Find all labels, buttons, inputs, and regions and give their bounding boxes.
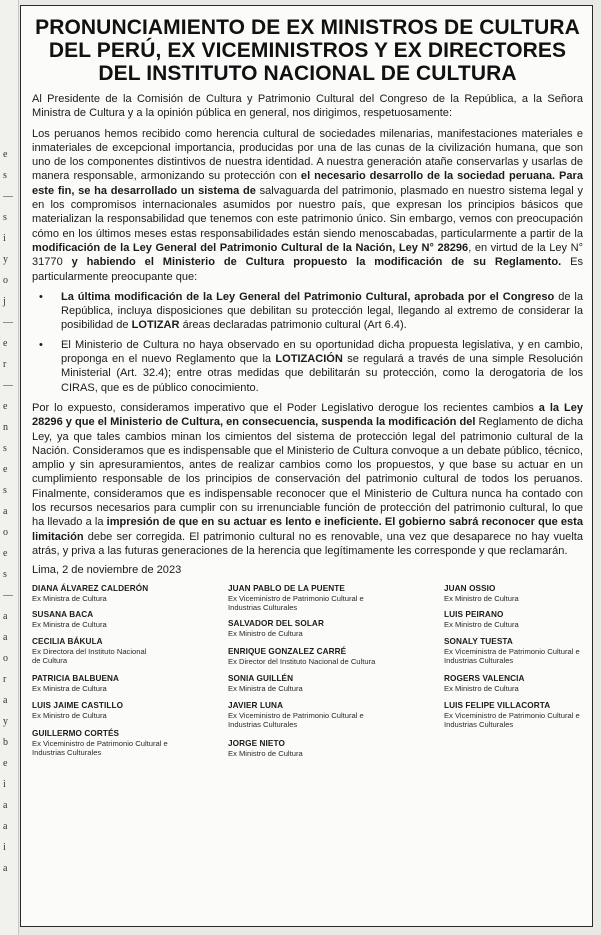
- signatory: [228, 647, 433, 666]
- signatory-role: Ex Ministro de Cultura: [228, 748, 303, 758]
- signatory: [32, 637, 152, 665]
- public-notice: [20, 5, 593, 927]
- bullet-icon: •: [39, 338, 43, 351]
- column-fragment: r: [3, 674, 7, 685]
- signatory: [444, 674, 584, 693]
- signatory-role: Ex Viceministro de Patrimonio Cultural e Industrias Culturales: [228, 710, 364, 729]
- signatory: [32, 701, 222, 720]
- signatory-name: SONALY TUESTA: [444, 637, 513, 647]
- signatory: [444, 584, 584, 603]
- column-fragment: j: [3, 296, 6, 307]
- bold-run: modificación de la Ley General del Patrimonio Cultural de la Nación, Ley N° 28296: [32, 241, 469, 254]
- text-run: se regulará a través de una simple Resolución Ministerial (Art. 32.4); entre otras medidas que debilitarán su protección, como la derogatoria de los CIRAS, que es de público conocimiento.: [61, 353, 584, 394]
- column-fragment: a: [3, 632, 8, 643]
- concerns-list: [32, 290, 583, 395]
- signatory-name: LUIS JAIME CASTILLO: [32, 701, 124, 711]
- signatory: [32, 729, 172, 757]
- text-run: debe ser corregida. El patrimonio cultural no es renovable, una vez que desaparece no hay vuelta atrás, y priva a las futuras generaciones de la herencia que legítimamente les corresponde y que reclamarán.: [32, 530, 583, 557]
- text-run: de la República, incluya disposiciones que debilitan su protección legal, llegando al extremo de considerar la posibilidad de: [61, 290, 583, 332]
- column-fragment: a: [3, 821, 8, 832]
- paragraph-heritage: [32, 127, 583, 284]
- column-fragment: a: [3, 611, 8, 622]
- signatory-name: CECILIA BÁKULA: [32, 637, 103, 647]
- signatory-role: Ex Ministro de Cultura: [228, 628, 303, 638]
- column-fragment: a: [3, 695, 8, 706]
- signatory-role: Ex Directora del Instituto Nacional de Cultura: [32, 646, 147, 665]
- signatory: [444, 610, 584, 629]
- column-fragment: e: [3, 338, 8, 349]
- column-fragment: e: [3, 548, 8, 559]
- signatory-name: DIANA ÁLVAREZ CALDERÓN: [32, 584, 149, 594]
- column-fragment: e: [3, 149, 8, 160]
- signatory: [228, 674, 418, 693]
- list-item: [32, 338, 583, 395]
- text-run: Por lo expuesto, consideramos imperativo que el Poder Legislativo derogue los recientes cambios: [32, 401, 539, 414]
- text-run: , en virtud de la Ley N° 31770: [32, 241, 583, 269]
- text-run: Reglamento de dicha Ley, ya que tales cambios minan los cimientos del sistema de protección legal del patrimonio cultural de la Nación. Consideramos que es indispensable que el Ministerio de Cultura convoque a un debate público, técnico, amplio y sin apresuramientos, antes de realizar cambios como los propuestos, y que base su actuar en un cumplimiento responsable de los principios de conservación del patrimonio cultural de todos los peruanos. Finalmente, consideramos que es indispensable reconocer que el Ministerio de Cultura nunca ha contado con los recursos necesarios para cumplir con su irrenunciable función de protección del patrimonio cultural, lo que ha llevado a la: [32, 416, 583, 529]
- signatories-block: [32, 584, 583, 774]
- signatory-role: Ex Ministro de Cultura: [444, 593, 519, 603]
- signatory: [228, 584, 378, 612]
- signatory-role: Ex Viceministro de Patrimonio Cultural e Industrias Culturales: [444, 710, 580, 729]
- signatory-name: LUIS FELIPE VILLACORTA: [444, 701, 551, 711]
- signatory-role: Ex Ministro de Cultura: [444, 683, 519, 693]
- column-fragment: s: [3, 170, 7, 181]
- signatory-role: Ex Ministra de Cultura: [32, 683, 107, 693]
- signatory: [228, 619, 418, 638]
- text-run: El Ministerio de Cultura no haya observado en su oportunidad dicha propuesta legislativa, y en cambio, proponga en el nuevo Reglamento que la: [61, 338, 583, 366]
- notice-title: PRONUNCIAMIENTO DE EX MINISTROS DE CULTURA DEL PERÚ, EX VICEMINISTROS Y EX DIRECTORES DEL INSTITUTO NACIONAL DE CULTURA: [35, 16, 580, 85]
- text-run: salvaguarda del patrimonio, plasmado en nuestro sistema legal y en los compromisos internacionales asumidos por nuestro país, que expresan los principios básicos que materializan la responsabilidad que tenemos con este patrimonio único. Sin embargo, vemos con preocupación cómo en los últimos meses estas responsabilidades están siendo menoscabadas, particularmente a partir de la: [32, 184, 583, 240]
- signatory-role: Ex Ministro de Cultura: [444, 619, 519, 629]
- column-fragment: o: [3, 527, 8, 538]
- column-fragment: s: [3, 569, 7, 580]
- signatory-role: Ex Viceministra de Patrimonio Cultural e Industrias Culturales: [444, 646, 580, 665]
- bold-run: La última modificación de la Ley General del Patrimonio Cultural, aprobada por el Congreso: [61, 290, 555, 303]
- signatory-role: Ex Ministra de Cultura: [32, 593, 107, 603]
- paragraph-demands: [32, 401, 583, 558]
- column-fragment: i: [3, 779, 6, 790]
- bullet-icon: •: [39, 290, 43, 303]
- column-fragment: i: [3, 233, 6, 244]
- column-fragment: a: [3, 800, 8, 811]
- column-fragment: e: [3, 758, 8, 769]
- signatory: [444, 637, 584, 665]
- column-fragment: —: [3, 317, 13, 328]
- signatory-name: SALVADOR DEL SOLAR: [228, 619, 324, 629]
- bold-run: LOTIZACIÓN: [275, 353, 343, 366]
- column-fragment: r: [3, 359, 7, 370]
- bold-run: el necesario desarrollo de la sociedad peruana. Para este fin, se ha desarrollado un sistema de: [32, 170, 583, 197]
- signatory-name: JUAN OSSIO: [444, 584, 496, 594]
- signatory-role: Ex Ministra de Cultura: [228, 683, 303, 693]
- signatory: [228, 701, 378, 729]
- text-run: Es particularmente preocupante que:: [32, 256, 583, 283]
- signatory-name: LUIS PEIRANO: [444, 610, 504, 620]
- column-fragment: n: [3, 422, 8, 433]
- signatory-name: SONIA GUILLÉN: [228, 674, 294, 684]
- text-run: áreas declaradas patrimonio cultural (Art 6.4).: [179, 319, 407, 332]
- signatory-role: Ex Viceministro de Patrimonio Cultural e Industrias Culturales: [32, 738, 168, 757]
- bold-run: y habiendo el Ministerio de Cultura propuesto la modificación de su Reglamento.: [71, 256, 562, 269]
- column-fragment: s: [3, 443, 7, 454]
- column-fragment: b: [3, 737, 8, 748]
- signatory: [32, 674, 222, 693]
- bold-run: impresión de que en su actuar es lento e ineficiente. El gobierno sabrá reconocer que esta limitación: [32, 516, 583, 543]
- column-fragment: i: [3, 842, 6, 853]
- column-fragment: o: [3, 275, 8, 286]
- signatory-name: JORGE NIETO: [228, 739, 285, 749]
- signatory-name: SUSANA BACA: [32, 610, 94, 620]
- intro-paragraph: Al Presidente de la Comisión de Cultura y Patrimonio Cultural del Congreso de la República, a la Señora Ministra de Cultura y a la opinión pública en general, nos dirigimos, respetuosamente:: [32, 93, 583, 120]
- column-fragment: e: [3, 401, 8, 412]
- bold-run: LOTIZAR: [131, 319, 180, 332]
- signatory: [32, 584, 222, 603]
- column-fragment: —: [3, 380, 13, 391]
- signatory-role: Ex Ministra de Cultura: [32, 619, 107, 629]
- column-fragment: a: [3, 863, 8, 874]
- list-item: [32, 290, 583, 333]
- column-fragment: e: [3, 464, 8, 475]
- signatory: [444, 701, 584, 729]
- signatory-name: JAVIER LUNA: [228, 701, 284, 711]
- column-fragment: s: [3, 212, 7, 223]
- signatory-name: ROGERS VALENCIA: [444, 674, 525, 684]
- signatory-role: Ex Director del Instituto Nacional de Cultura: [228, 656, 376, 666]
- signatory-role: Ex Viceministro de Patrimonio Cultural e Industrias Culturales: [228, 593, 364, 612]
- column-fragment: —: [3, 191, 13, 202]
- signatory-name: ENRIQUE GONZALEZ CARRÉ: [228, 647, 347, 657]
- column-fragment: s: [3, 485, 7, 496]
- column-fragment: —: [3, 590, 13, 601]
- column-fragment: y: [3, 254, 8, 265]
- signatory-name: PATRICIA BALBUENA: [32, 674, 120, 684]
- signatory-role: Ex Ministro de Cultura: [32, 710, 107, 720]
- column-fragment: y: [3, 716, 8, 727]
- bold-run: a la Ley 28296 y que el Ministerio de Cultura, en consecuencia, suspenda la modificación del: [32, 401, 583, 429]
- signatory: [32, 610, 222, 629]
- signatory-name: JUAN PABLO DE LA PUENTE: [228, 584, 345, 594]
- text-run: Los peruanos hemos recibido como herencia cultural de sociedades milenarias, manifestaciones materiales e inmateriales de excepcional importancia, producidas por una de las cunas de la civilización humana, que son uno de los componentes distintivos de nuestra identidad. A nuestra generación atañe conservarlas y usarlas de manera responsable, armonizando su protección con: [32, 127, 583, 183]
- signatory: [228, 739, 418, 758]
- signatory-name: GUILLERMO CORTÉS: [32, 729, 120, 739]
- adjacent-column-strip: [0, 0, 19, 935]
- date-line: Lima, 2 de noviembre de 2023: [32, 564, 182, 577]
- column-fragment: a: [3, 506, 8, 517]
- column-fragment: o: [3, 653, 8, 664]
